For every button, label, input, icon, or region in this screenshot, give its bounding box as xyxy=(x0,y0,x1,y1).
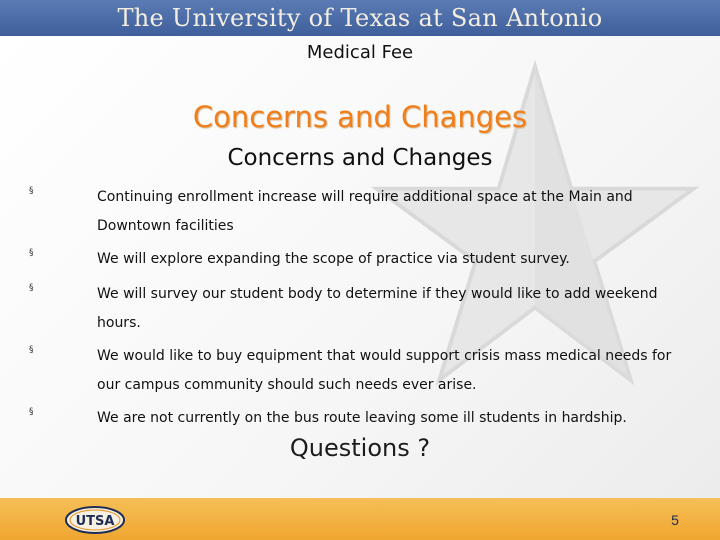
bullet-marker: § xyxy=(29,407,34,417)
bullet-text: Continuing enrollment increase will require additional space at the Main and Downtown facilities xyxy=(97,189,633,234)
utsa-logo xyxy=(64,505,126,535)
bullet-marker: § xyxy=(29,248,34,258)
bullet-text: We will survey our student body to determine if they would like to add weekend hours. xyxy=(97,286,658,331)
slide-subtitle: Medical Fee xyxy=(306,42,414,63)
logo-text: UTSA xyxy=(75,514,115,529)
page-number: 5 xyxy=(671,512,679,528)
slide-title: Concerns and Changes xyxy=(192,100,528,134)
bullet-marker: § xyxy=(29,283,34,293)
bullet-text: We will explore expanding the scope of practice via student survey. xyxy=(97,251,570,267)
university-title: The University of Texas at San Antonio xyxy=(117,4,603,32)
bullet-text: We are not currently on the bus route leaving some ill students in hardship. xyxy=(97,410,627,426)
bullet-text: We would like to buy equipment that would support crisis mass medical needs for our campus community should such needs ever arise. xyxy=(97,348,672,393)
slide-heading: Concerns and Changes xyxy=(227,145,493,171)
bullet-marker: § xyxy=(29,345,34,355)
bullet-marker: § xyxy=(29,186,34,196)
closing-questions: Questions ? xyxy=(289,434,431,462)
